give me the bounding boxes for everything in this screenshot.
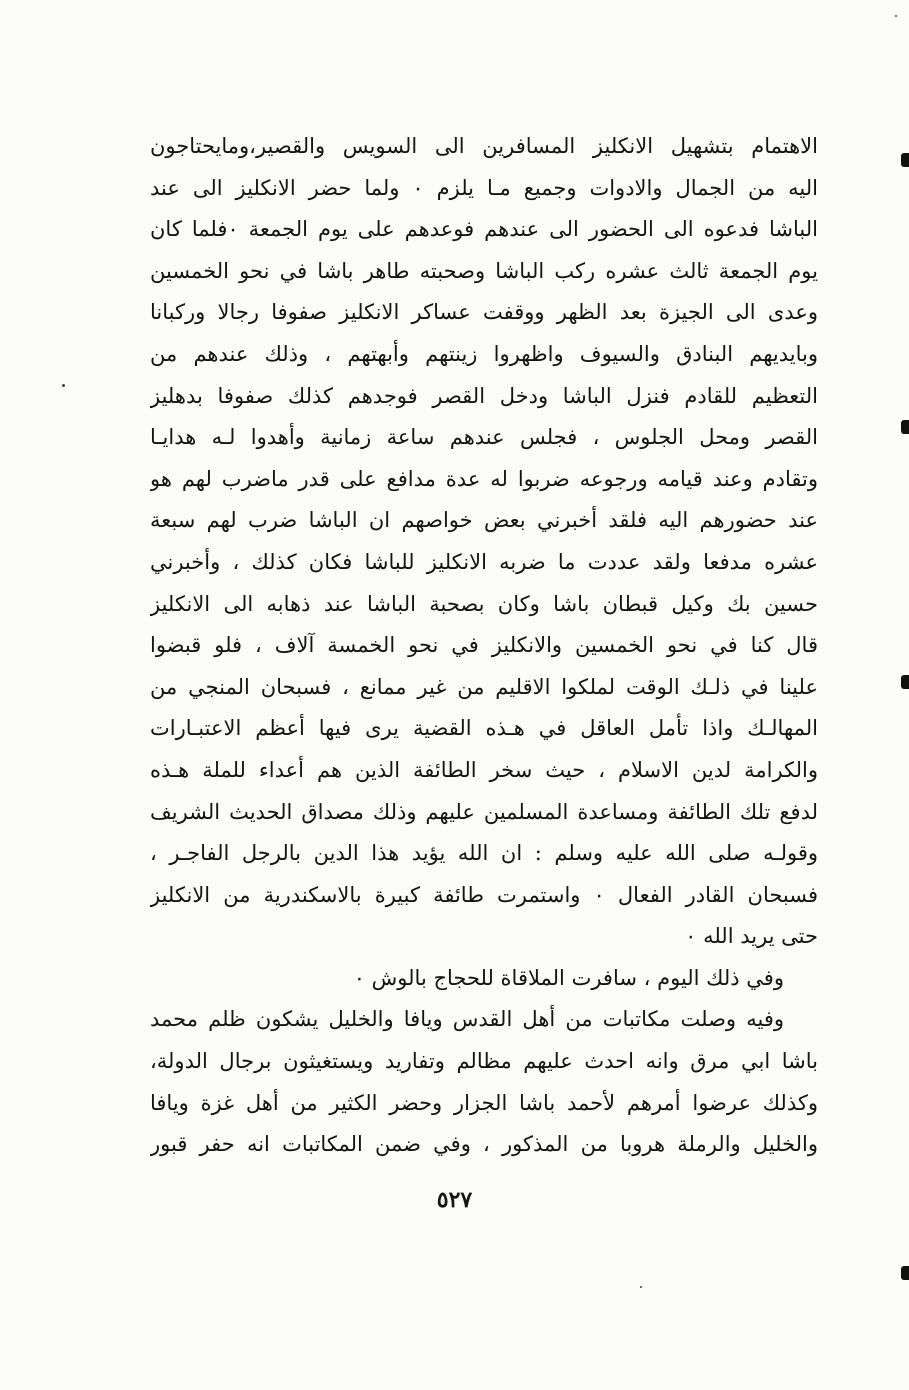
body-text xyxy=(150,126,818,1166)
text-line-17: لدفع تلك الطائفة ومساعدة المسلمين عليهم وذلك مصداق الحديث الشريف xyxy=(150,799,818,824)
text-line-4: يوم الجمعة ثالث عشره ركب الباشا وصحبته طاهر باشا في نحو الخمسين xyxy=(150,258,818,283)
text-line-20: حتى يريد الله ٠ xyxy=(685,924,818,949)
scan-edge-mark xyxy=(901,420,909,434)
text-line-8: القصر ومحل الجلوس ، فجلس عندهم ساعة زمانية وأهدوا لـه هدايـا xyxy=(150,425,818,450)
text-line-6: وبايديهم البنادق والسيوف واظهروا زينتهم وأبهتهم ، وذلك عندهم من xyxy=(150,341,818,366)
text-line-7: التعظيم للقادم فنزل الباشا ودخل القصر فوجدهم كذلك صفوفا بدهليز xyxy=(150,383,818,408)
text-line-10: عند حضورهم اليه فلقد أخبرني بعض خواصهم ان الباشا ضرب لهم سبعة xyxy=(150,508,818,533)
text-line-18: وقولـه صلى الله عليه وسلم : ان الله يؤيد هذا الدين بالرجل الفاجـر ، xyxy=(150,841,818,866)
scan-speck xyxy=(895,15,897,17)
text-line-9: وتقادم وعند قيامه ورجوعه ضربوا له عدة مدافع على قدر ماضرب لهم هو xyxy=(150,466,818,491)
scan-edge-mark xyxy=(901,675,909,689)
text-line-3: الباشا فدعوه الى الحضور الى عندهم فوعدهم على يوم الجمعة ٠فلما كان xyxy=(150,217,818,242)
text-line-1: الاهتمام بتشهيل الانكليز المسافرين الى السويس والقصير،ومايحتاجون xyxy=(150,134,818,158)
text-line-23: باشا ابي مرق وانه احدث عليهم مظالم وتفاريد ويستغيثون برجال الدولة، xyxy=(150,1049,818,1074)
text-line-16: والكرامة لدين الاسلام ، حيث سخر الطائفة الذين هم أعداء للملة هـذه xyxy=(150,757,818,782)
text-line-12: حسين بك وكيل قبطان باشا وكان بصحبة الباشا عند ذهابه الى الانكليز xyxy=(150,591,818,616)
scan-speck xyxy=(640,1286,642,1288)
text-line-5: وعدى الى الجيزة بعد الظهر ووقفت عساكر الانكليز صفوفا رجالا وركبانا xyxy=(150,300,818,325)
text-line-24: وكذلك عرضوا أمرهم لأحمد باشا الجزار وحضر الكثير من أهل غزة ويافا xyxy=(150,1090,818,1115)
text-line-2: اليه من الجمال والادوات وجميع مـا يلزم ٠ ولما حضر الانكليز الى عند xyxy=(150,175,818,200)
scan-edge-mark xyxy=(901,153,909,167)
scan-speck xyxy=(62,384,65,387)
text-line-14: علينا في ذلـك الوقت لملكوا الاقليم من غير ممانع ، فسبحان المنجي من xyxy=(150,674,818,699)
text-line-13: قال كنا في نحو الخمسين والانكليز في نحو الخمسة آلاف ، فلو قبضوا xyxy=(150,633,818,658)
text-line-25: والخليل والرملة هروبا من المذكور ، وفي ضمن المكاتبات انه حفر قبور xyxy=(150,1132,818,1157)
text-line-22: وفيه وصلت مكاتبات من أهل القدس ويافا والخليل يشكون ظلم محمد xyxy=(150,1007,784,1032)
text-line-19: فسبحان القادر الفعال ٠ واستمرت طائفة كبيرة بالاسكندرية من الانكليز xyxy=(150,882,818,907)
text-line-11: عشره مدفعا ولقد عددت ما ضربه الانكليز للباشا فكان كذلك ، وأخبرني xyxy=(150,549,818,574)
page-number: ٥٢٧ xyxy=(436,1187,473,1213)
text-line-15: المهالـك واذا تأمل العاقل في هـذه القضية يرى فيها أعظم الاعتبـارات xyxy=(150,716,818,741)
scan-edge-mark xyxy=(901,1266,909,1280)
text-line-21: وفي ذلك اليوم ، سافرت الملاقاة للحجاج بالوش ٠ xyxy=(353,965,784,990)
